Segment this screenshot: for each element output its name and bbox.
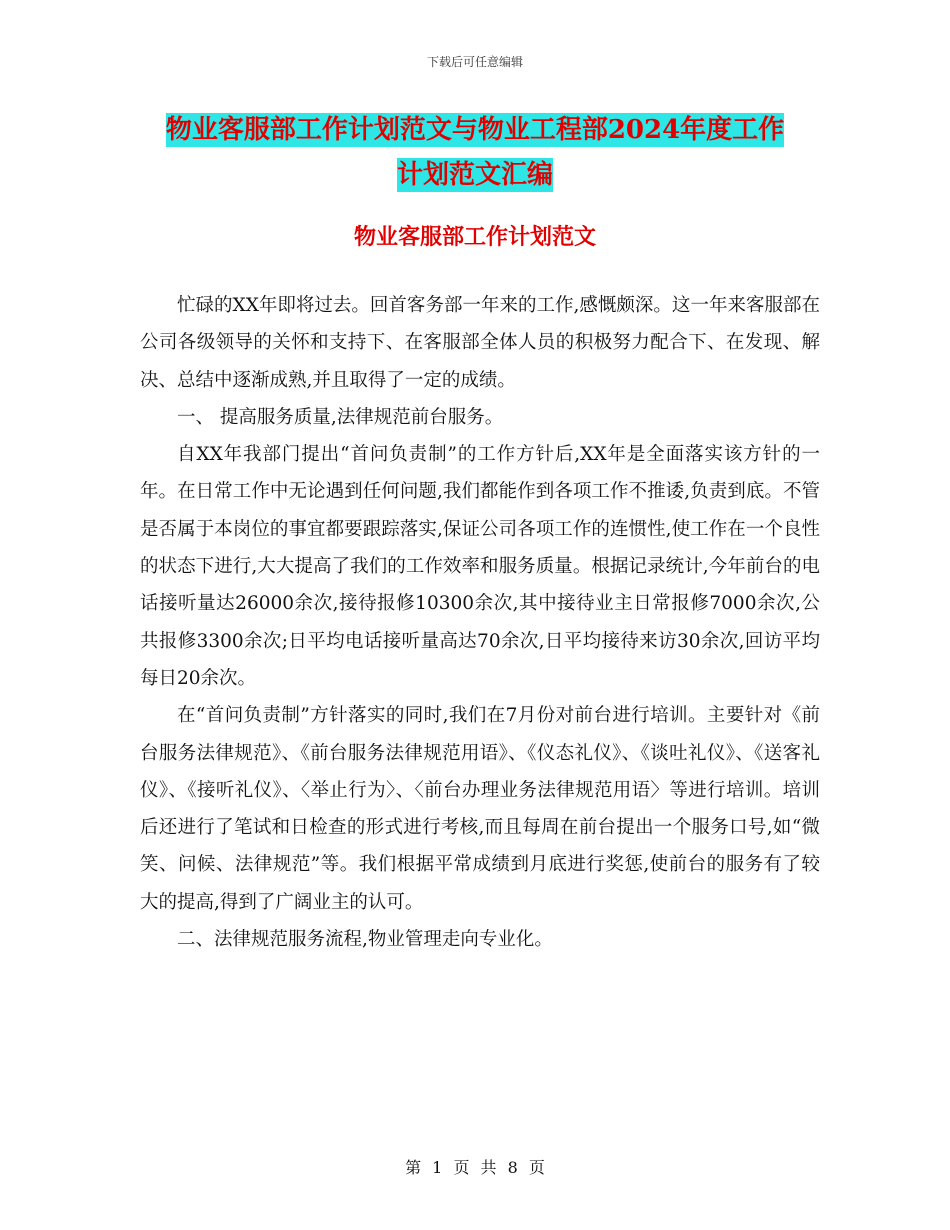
paragraph-intro: 忙碌的XX年即将过去。回首客务部一年来的工作,感慨颇深。这一年来客服部在公司各级领导的关怀和支持下、在客服部全体人员的积极努力配合下、在发现、解决、总结中逐渐成熟,并且取得了一定的成绩。 bbox=[140, 295, 820, 391]
document-title bbox=[0, 108, 950, 198]
document-body bbox=[140, 287, 820, 958]
heading-item-1: 一、 提高服务质量,法律规范前台服务。 bbox=[177, 406, 504, 428]
heading-item-2: 二、法律规范服务流程,物业管理走向专业化。 bbox=[177, 929, 553, 951]
paragraph-training: 在“首问负责制”方针落实的同时,我们在7月份对前台进行培训。主要针对《前台服务法律规范》、《前台服务法律规范用语》、《仪态礼仪》、《谈吐礼仪》、《送客礼仪》、《接听礼仪》、〈举止行为〉、〈前台办理业务法律规范用语〉等进行培训。培训后还进行了笔试和日检查的形式进行考核,而且每周在前台提出一个服务口号,如“微笑、问候、法律规范”等。我们根据平常成绩到月底进行奖惩,使前台的服务有了较大的提高,得到了广阔业主的认可。 bbox=[140, 705, 820, 913]
page-number-footer: 第 1 页 共 8 页 bbox=[405, 1158, 545, 1177]
document-title-line-2: 计划范文汇编 bbox=[396, 160, 553, 190]
document-title-line-1: 物业客服部工作计划范文与物业工程部2024年度工作 bbox=[165, 115, 785, 145]
paragraph-first-response: 自XX年我部门提出“首问负责制”的工作方针后,XX年是全面落实该方针的一年。在日常工作中无论遇到任何问题,我们都能作到各项工作不推诿,负责到底。不管是否属于本岗位的事宜都要跟踪落实,保证公司各项工作的连惯性,使工作在一个良性的状态下进行,大大提高了我们的工作效率和服务质量。根据记录统计,今年前台的电话接听量达26000余次,接待报修10300余次,其中接待业主日常报修7000余次,公共报修3300余次;日平均电话接听量高达70余次,日平均接待来访30余次,回访平均每日20余次。 bbox=[140, 444, 820, 689]
page-header-note: 下载后可任意编辑 bbox=[426, 55, 523, 69]
section-title: 物业客服部工作计划范文 bbox=[353, 224, 596, 250]
